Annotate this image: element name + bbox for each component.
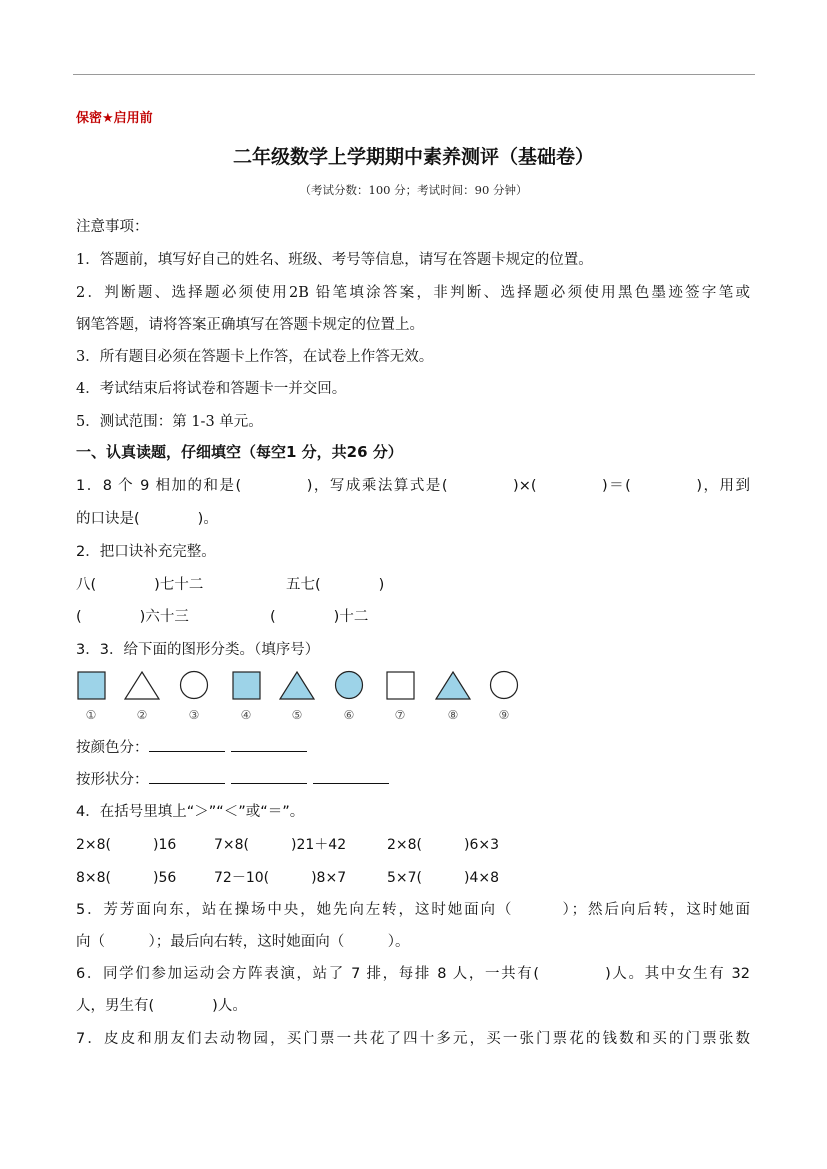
classify-by-shape <box>76 768 395 789</box>
answer-line[interactable] <box>149 737 225 752</box>
note-item-1: 1．答题前，填写好自己的姓名、班级、考号等信息，请写在答题卡规定的位置。 <box>76 252 593 268</box>
shape-4-square <box>233 672 260 699</box>
shape-3-circle <box>181 672 208 699</box>
answer-line[interactable] <box>231 737 307 752</box>
classify-by-color <box>76 736 313 757</box>
question-2-item-1: 八( )七十二 <box>76 577 204 593</box>
note-item-5: 5．测试范围：第 1-3 单元。 <box>76 414 263 430</box>
shape-label-6: ⑥ <box>343 708 355 722</box>
question-7-line-1: 7．皮皮和朋友们去动物园，买门票一共花了四十多元，买一张门票花的钱数和买的门票张数 <box>76 1031 750 1047</box>
question-6-line-2: 人，男生有( )人。 <box>76 998 247 1014</box>
note-item-2-cont: 钢笔答题，请将答案正确填写在答题卡规定的位置上。 <box>76 317 424 333</box>
shapes-figure <box>76 670 536 726</box>
note-item-4: 4．考试结束后将试卷和答题卡一并交回。 <box>76 381 347 397</box>
shape-label-5: ⑤ <box>291 708 303 722</box>
header-rule <box>73 74 755 75</box>
compare-item: 72－10( )8×7 <box>214 870 347 886</box>
exam-info: （考试分数：100 分；考试时间：90 分钟） <box>299 183 528 197</box>
compare-item: 2×8( )6×3 <box>387 837 500 853</box>
note-item-3: 3．所有题目必须在答题卡上作答，在试卷上作答无效。 <box>76 349 434 365</box>
classify-by-color-label: 按颜色分： <box>76 740 149 756</box>
shape-7-square <box>387 672 414 699</box>
shape-label-7: ⑦ <box>394 708 406 722</box>
question-5-line-1: 5．芳芳面向东，站在操场中央，她先向左转，这时她面向（ ）；然后向后转，这时她面 <box>76 902 750 918</box>
notes-heading: 注意事项： <box>76 219 149 235</box>
page-title: 二年级数学上学期期中素养测评（基础卷） <box>232 146 594 168</box>
answer-line[interactable] <box>231 769 307 784</box>
question-1-line-1: 1．8 个 9 相加的和是( )，写成乘法算式是( )×( )＝( )，用到 <box>76 478 750 494</box>
shape-5-triangle <box>280 672 314 699</box>
question-1-line-2: 的口诀是( )。 <box>76 511 218 527</box>
question-2-item-4: ( )十二 <box>270 609 369 625</box>
question-6-line-1: 6．同学们参加运动会方阵表演，站了 7 排，每排 8 人，一共有( )人。其中女生有 32 <box>76 966 750 982</box>
compare-item: 2×8( )16 <box>76 837 177 853</box>
shape-1-square <box>78 672 105 699</box>
note-item-2: 2．判断题、选择题必须使用2B 铅笔填涂答案，非判断、选择题必须使用黑色墨迹签字笔或 <box>76 285 750 301</box>
compare-item: 5×7( )4×8 <box>387 870 500 886</box>
question-5-line-2: 向（ ）；最后向右转，这时她面向（ ）。 <box>76 934 410 950</box>
answer-line[interactable] <box>149 769 225 784</box>
shape-label-4: ④ <box>240 708 252 722</box>
shape-label-1: ① <box>85 708 97 722</box>
classify-by-shape-label: 按形状分： <box>76 772 149 788</box>
shape-9-circle <box>491 672 518 699</box>
shape-label-9: ⑨ <box>498 708 510 722</box>
shape-label-2: ② <box>136 708 148 722</box>
secret-label: 保密★启用前 <box>76 111 153 126</box>
shape-6-circle <box>336 672 363 699</box>
shape-label-3: ③ <box>188 708 200 722</box>
question-2: 2．把口诀补充完整。 <box>76 544 216 560</box>
answer-line[interactable] <box>313 769 389 784</box>
shape-label-8: ⑧ <box>447 708 459 722</box>
shape-2-triangle <box>125 672 159 699</box>
compare-item: 7×8( )21＋42 <box>214 837 347 853</box>
question-2-item-2: 五七( ) <box>286 577 385 593</box>
question-2-item-3: ( )六十三 <box>76 609 189 625</box>
question-3: 3．3．给下面的图形分类。（填序号） <box>76 642 320 658</box>
compare-item: 8×8( )56 <box>76 870 177 886</box>
section-heading: 一、认真读题，仔细填空（每空1 分，共26 分） <box>76 443 403 461</box>
shape-8-triangle <box>436 672 470 699</box>
question-4: 4．在括号里填上“＞”“＜”或“＝”。 <box>76 804 305 820</box>
